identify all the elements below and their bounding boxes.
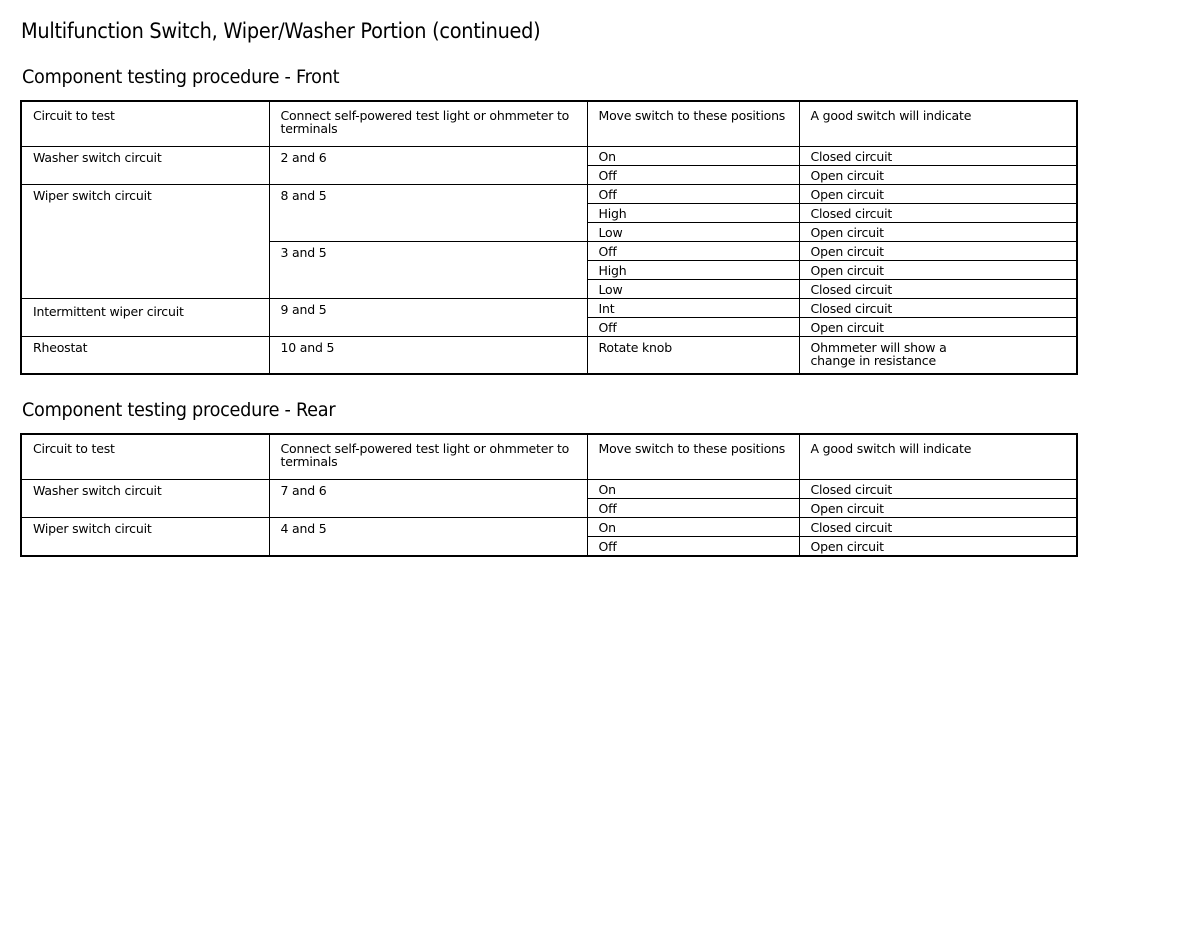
terminals-cell: 7 and 6 — [269, 480, 587, 518]
rear-section-title: Component testing procedure - Rear — [22, 399, 336, 421]
position-cell: Off — [587, 537, 799, 557]
table-header-row — [21, 434, 1077, 480]
indicate-cell: Closed circuit — [799, 204, 1077, 223]
header-terminals: Connect self-powered test light or ohmmeter to terminals — [269, 434, 587, 480]
table-row — [21, 147, 1077, 166]
header-circuit: Circuit to test — [21, 434, 269, 480]
indicate-cell: Open circuit — [799, 242, 1077, 261]
front-testing-table — [20, 100, 1078, 375]
table-row — [21, 337, 1077, 375]
terminals-cell: 4 and 5 — [269, 518, 587, 557]
header-positions: Move switch to these positions — [587, 434, 799, 480]
position-cell: Off — [587, 499, 799, 518]
indicate-cell: Open circuit — [799, 166, 1077, 185]
front-section-title: Component testing procedure - Front — [22, 66, 340, 88]
circuit-cell: Intermittent wiper circuit — [21, 299, 269, 337]
indicate-cell: Closed circuit — [799, 480, 1077, 499]
circuit-cell: Wiper switch circuit — [21, 518, 269, 557]
terminals-cell: 10 and 5 — [269, 337, 587, 375]
position-cell: On — [587, 147, 799, 166]
position-cell: On — [587, 518, 799, 537]
terminals-cell: 3 and 5 — [269, 242, 587, 299]
position-cell: Int — [587, 299, 799, 318]
indicate-cell: Closed circuit — [799, 518, 1077, 537]
header-indicate: A good switch will indicate — [799, 101, 1077, 147]
circuit-cell: Rheostat — [21, 337, 269, 375]
indicate-cell: Closed circuit — [799, 299, 1077, 318]
header-circuit: Circuit to test — [21, 101, 269, 147]
indicate-cell: Open circuit — [799, 537, 1077, 557]
position-cell: Off — [587, 242, 799, 261]
indicate-cell: Ohmmeter will show a change in resistance — [799, 337, 1077, 375]
position-cell: Rotate knob — [587, 337, 799, 375]
circuit-cell: Washer switch circuit — [21, 147, 269, 185]
indicate-cell: Open circuit — [799, 185, 1077, 204]
terminals-cell: 9 and 5 — [269, 299, 587, 337]
position-cell: High — [587, 261, 799, 280]
position-cell: Low — [587, 280, 799, 299]
position-cell: Low — [587, 223, 799, 242]
indicate-cell: Open circuit — [799, 223, 1077, 242]
position-cell: Off — [587, 166, 799, 185]
header-positions: Move switch to these positions — [587, 101, 799, 147]
table-row — [21, 185, 1077, 204]
terminals-cell: 8 and 5 — [269, 185, 587, 242]
indicate-cell: Open circuit — [799, 261, 1077, 280]
table-row — [21, 518, 1077, 537]
indicate-cell: Open circuit — [799, 318, 1077, 337]
position-cell: Off — [587, 185, 799, 204]
position-cell: On — [587, 480, 799, 499]
position-cell: Off — [587, 318, 799, 337]
rear-testing-table — [20, 433, 1078, 557]
table-header-row — [21, 101, 1077, 147]
indicate-cell: Closed circuit — [799, 147, 1077, 166]
page-title: Multifunction Switch, Wiper/Washer Portion (continued) — [21, 19, 541, 43]
header-indicate: A good switch will indicate — [799, 434, 1077, 480]
table-row — [21, 480, 1077, 499]
table-row — [21, 299, 1077, 318]
circuit-cell: Washer switch circuit — [21, 480, 269, 518]
position-cell: High — [587, 204, 799, 223]
indicate-cell: Closed circuit — [799, 280, 1077, 299]
terminals-cell: 2 and 6 — [269, 147, 587, 185]
circuit-cell: Wiper switch circuit — [21, 185, 269, 299]
indicate-cell: Open circuit — [799, 499, 1077, 518]
header-terminals: Connect self-powered test light or ohmmeter to terminals — [269, 101, 587, 147]
